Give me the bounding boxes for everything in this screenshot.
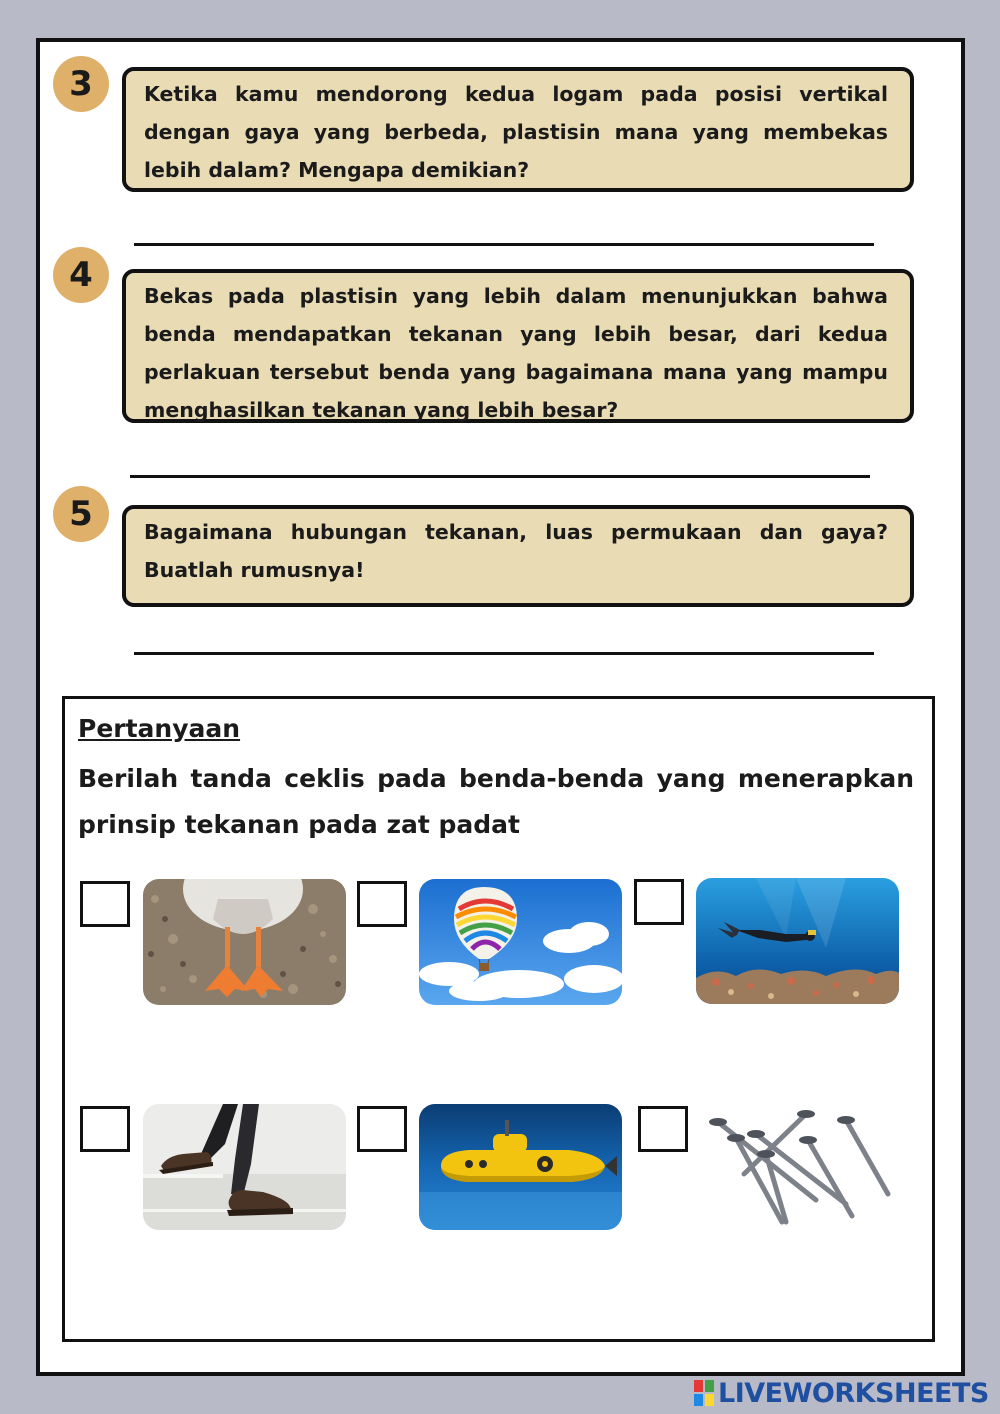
question-3-number: 3 [53, 56, 109, 112]
question-3-box: Ketika kamu mendorong kedua logam pada posisi vertikal dengan gaya yang berbeda, plastisin mana yang membekas lebih dalam? Mengapa demikian? [122, 67, 914, 192]
liveworksheets-logo-icon [694, 1380, 714, 1406]
flat-shoes-image [143, 1104, 346, 1230]
nails-image [696, 1104, 899, 1230]
answer-line-3[interactable] [134, 243, 874, 246]
watermark-text: LIVEWORKSHEETS [718, 1377, 989, 1409]
checkbox-duck-feet[interactable] [80, 881, 130, 927]
checkbox-flat-shoes[interactable] [80, 1106, 130, 1152]
liveworksheets-watermark [694, 1376, 989, 1410]
answer-line-5[interactable] [134, 652, 874, 655]
duck-feet-image [143, 879, 346, 1005]
checkbox-nails[interactable] [638, 1106, 688, 1152]
submarine-image [419, 1104, 622, 1230]
question-4-box: Bekas pada plastisin yang lebih dalam menunjukkan bahwa benda mendapatkan tekanan yang lebih besar, dari kedua perlakuan tersebut benda yang bagaimana mana yang mampu menghasilkan tekanan yang lebih besar? [122, 269, 914, 423]
diver-image [696, 878, 899, 1004]
checkbox-hot-air-balloon[interactable] [357, 881, 407, 927]
question-4-number: 4 [53, 247, 109, 303]
task-instruction: Berilah tanda ceklis pada benda-benda yang menerapkan prinsip tekanan pada zat padat [78, 764, 914, 839]
question-5-number: 5 [53, 486, 109, 542]
checkbox-submarine[interactable] [357, 1106, 407, 1152]
answer-line-4[interactable] [130, 475, 870, 478]
hot-air-balloon-image [419, 879, 622, 1005]
question-5-box: Bagaimana hubungan tekanan, luas permukaan dan gaya? Buatlah rumusnya! [122, 505, 914, 607]
task-title: Pertanyaan [78, 714, 241, 743]
checkbox-diver[interactable] [634, 879, 684, 925]
